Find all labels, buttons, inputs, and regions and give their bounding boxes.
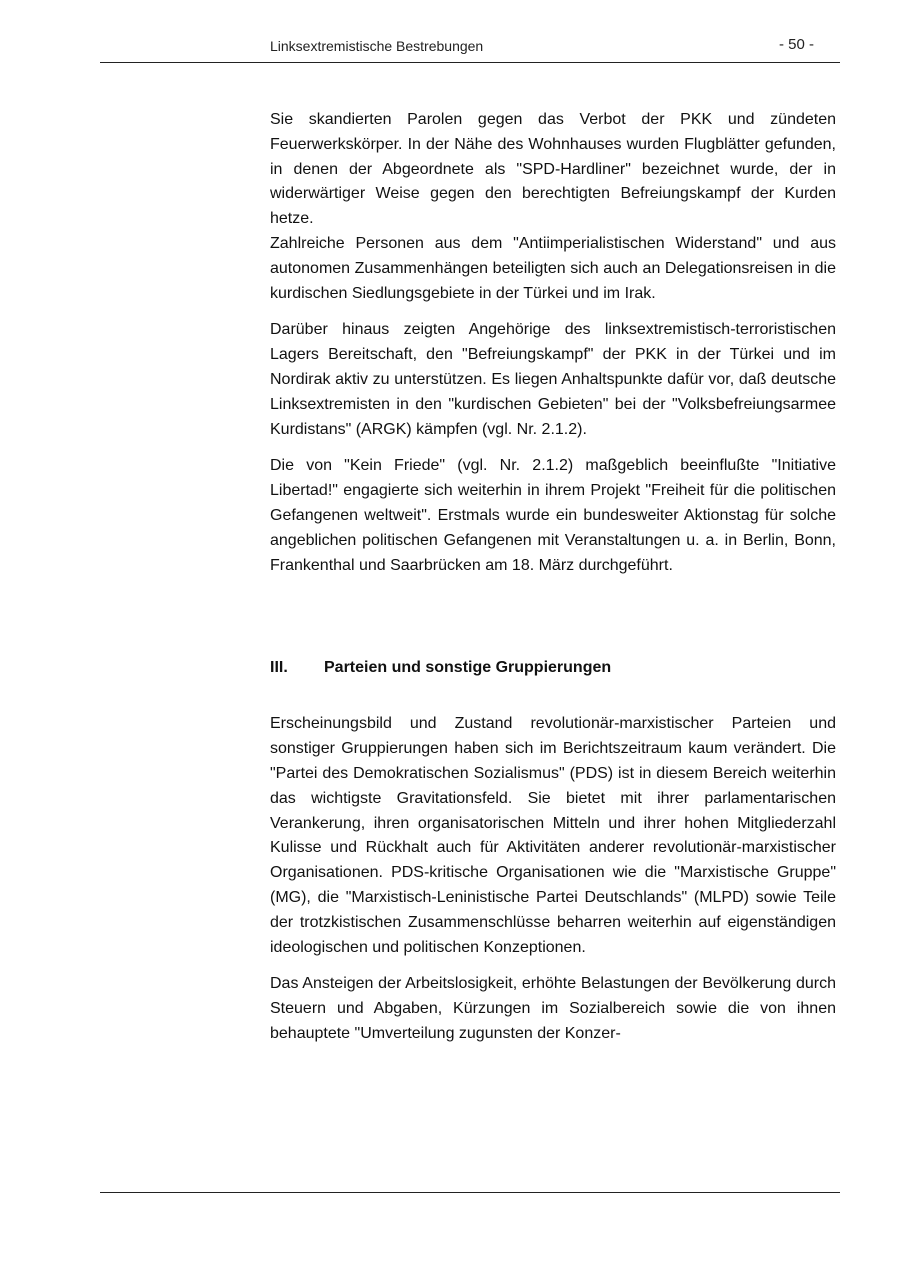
section-title: Parteien und sonstige Gruppierungen [324, 659, 612, 677]
footer-rule [100, 1192, 840, 1193]
paragraph: Sie skandierten Parolen gegen das Verbot der PKK und zündeten Feuerwerkskörper. In der Nähe des Wohnhauses wurden Flugblätter gefunden, in denen der Abgeordnete als "SPD-Hardliner" bezeichnet wurde, der in widerwärtiger Weise gegen den berechtigten Befreiungskampf der Kurden hetze. [270, 111, 836, 228]
main-content [270, 108, 836, 1047]
section-number: III. [270, 659, 288, 677]
page-number: - 50 - [778, 36, 814, 53]
running-title: Linksextremistische Bestrebungen [270, 38, 484, 54]
section-heading [270, 656, 836, 680]
paragraph: Erscheinungsbild und Zustand revolutionär-marxistischer Parteien und sonstiger Gruppierungen haben sich im Berichtszeitraum kaum verändert. Die "Partei des Demokratischen Sozialismus" (PDS) ist in diesem Bereich weiterhin das wichtigste Gravitationsfeld. Sie bietet mit ihrer parlamentarischen Verankerung, ihren organisatorischen Mitteln und ihrer hohen Mitgliederzahl Kulisse und Rückhalt auch für Aktivitäten anderer revolutionär-marxistischer Organisationen. PDS-kritische Organisationen wie die "Marxistische Gruppe" (MG), die "Marxistisch-Leninistische Partei Deutschlands" (MLPD) sowie Teile der trotzkistischen Zusammenschlüsse beharren weiterhin auf eigenständigen ideologischen und politischen Konzeptionen. [270, 715, 836, 956]
paragraph: Das Ansteigen der Arbeitslosigkeit, erhöhte Belastungen der Bevölkerung durch Steuern und Abgaben, Kürzungen im Sozialbereich sowie die von ihnen behauptete "Umverteilung zugunsten der Konzer- [270, 975, 836, 1042]
paragraph: Darüber hinaus zeigten Angehörige des linksextremistisch-terroristischen Lagers Bereitschaft, den "Befreiungskampf" der PKK in der Türkei und im Nordirak aktiv zu unterstützen. Es liegen Anhaltspunkte dafür vor, daß deutsche Linksextremisten in den "kurdischen Gebieten" bei der "Volksbefreiungsarmee Kurdistans" (ARGK) kämpfen (vgl. Nr. 2.1.2). [270, 321, 836, 438]
paragraph: Zahlreiche Personen aus dem "Antiimperialistischen Widerstand" und aus autonomen Zusammenhängen beteiligten sich auch an Delegationsreisen in die kurdischen Siedlungsgebiete in der Türkei und im Irak. [270, 234, 836, 302]
paragraph: Die von "Kein Friede" (vgl. Nr. 2.1.2) maßgeblich beeinflußte "Initiative Libertad!" engagierte sich weiterhin in ihrem Projekt "Freiheit für die politischen Gefangenen weltweit". Erstmals wurde ein bundesweiter Aktionstag für solche angeblichen politischen Gefangenen mit Veranstaltungen u. a. in Berlin, Bonn, Frankenthal und Saarbrücken am 18. März durchgeführt. [270, 457, 836, 574]
page-header [100, 36, 840, 63]
